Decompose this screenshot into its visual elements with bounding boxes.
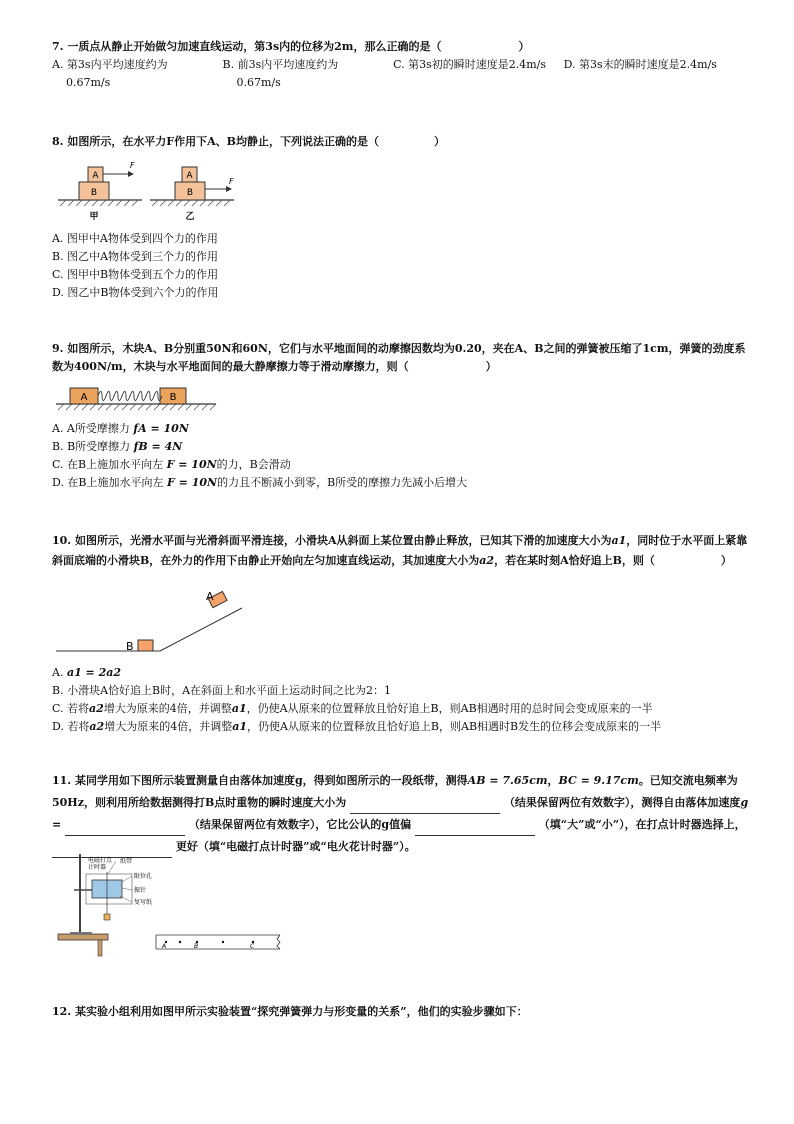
option-a: A. 第3s内平均速度约为 0.67m/s [52,58,168,89]
option-c: C. 若将a2增大为原来的4倍，并调整a1，仍使A从原来的位置释放且恰好追上B，则AB相遇时用的总时间会变成原来的一半 [52,702,653,715]
label-b: B [126,640,134,653]
label-a: A [80,392,88,403]
tape-point-a [179,941,181,943]
label-a-jia: A [92,171,99,181]
option-d: D. 在B上施加水平向左 F = 10N的力且不断减小到零，B所受的摩擦力先减小后增大 [52,476,468,489]
label-needle: 振针 [134,887,147,894]
label-b-yi: B [186,188,194,198]
label-b: B [169,392,177,403]
question-12-stem: 12. 某实验小组利用如图甲所示实验装置“探究弹簧弹力与形变量的关系”，他们的实验步骤如下： [52,1005,528,1018]
label-paper: 纸带 [120,858,133,865]
label-point-a: A [162,943,167,950]
label-timer: 电磁打点 [88,857,113,864]
figure-9 [56,384,220,410]
figure-8-yi [150,167,234,222]
question-7-options [52,56,752,92]
force-arrow-yi [226,186,232,192]
option-a: A. a1 = 2a2 [52,666,122,679]
option-c: C. 第3s初的瞬时速度是2.4m/s [393,58,546,71]
label-a-yi: A [186,171,193,181]
option-c: C. 图甲中B物体受到五个力的作用 [52,268,219,281]
figure-11-tape [156,933,284,955]
option-b: B. 图乙中A物体受到三个力的作用 [52,250,219,263]
caption-yi: 乙 [185,212,195,222]
option-a: A. A所受摩擦力 fA = 10N [52,422,189,435]
question-9-stem: 9. 如图所示，木块A、B分别重50N和60N，它们与水平地面间的动摩擦因数均为0.20，夹在A、B之间的弹簧被压缩了1cm，弹簧的劲度系数为400N/m，木块与水平地面间的最大静摩擦力等于滑动摩擦力，则（ ） [52,342,746,373]
figure-8-jia [58,161,142,222]
option-b: B. 前3s内平均速度约为 0.67m/s [222,58,339,89]
option-d: D. 第3s末的瞬时速度是2.4m/s [563,58,717,71]
label-a: A [206,590,214,603]
option-d: D. 若将a2增大为原来的4倍，并调整a1，仍使A从原来的位置释放且恰好追上B，则AB相遇时B发生的位移会变成原来的一半 [52,720,662,733]
option-d: D. 图乙中B物体受到六个力的作用 [52,286,219,299]
caption-jia: 甲 [89,212,99,222]
option-b: B. B所受摩擦力 fB = 4N [52,440,183,453]
label-hole: 限位孔 [134,873,153,880]
spring [98,392,162,401]
tape-point-b [222,941,224,943]
answer-blank-g[interactable] [65,835,185,836]
block-b [138,640,153,651]
question-10 [52,531,752,571]
label-timer-2: 计时器 [88,864,107,871]
question-9 [52,340,752,376]
answer-blank-velocity[interactable] [350,813,500,814]
label-point-b: B [194,943,199,950]
force-arrow-jia [128,171,134,177]
label-f-jia: F [130,161,135,170]
weight [104,914,110,920]
question-8 [52,133,752,151]
label-point-c: C [250,943,255,950]
option-b: B. 小滑块A恰好追上B时，A在斜面上和水平面上运动时间之比为2：1 [52,684,392,697]
question-7 [52,38,752,92]
question-10-options [52,664,752,736]
figure-10 [56,588,246,654]
question-9-options [52,420,752,492]
option-c: C. 在B上施加水平向左 F = 10N的力，B会滑动 [52,458,291,471]
answer-blank-deviation[interactable] [415,835,535,836]
label-b-jia: B [90,188,98,198]
question-10-stem: 10. 如图所示，光滑水平面与光滑斜面平滑连接，小滑块A从斜面上某位置由静止释放，已知其下滑的加速度大小为a1，同时位于水平面上紧靠斜面底端的小滑块B，在外力的作用下由静止开始向左匀加速直线运动，其加速度大小为a2，若在某时刻A恰好追上B，则（ ） [52,534,748,567]
question-12 [52,1003,752,1021]
question-11-stem: 11. 某同学用如下图所示装置测量自由落体加速度g，得到如图所示的一段纸带，测得AB = 7.65cm，BC = 9.17cm。已知交流电频率为50Hz，则利用所给数据测得打B点时重物的瞬时速度大小为 （结果保留两位有效数字），测得自由落体加速度g = （结果保留两位有效数字），它比公认的g值偏 （填“大”或“小”），在打点计时器选择上， 更好（填“电磁打点计时器”或“电火花计时器”）。 [52,770,752,858]
question-11 [52,770,752,858]
figure-11-apparatus [58,852,168,958]
option-a: A. 图甲中A物体受到四个力的作用 [52,232,218,245]
label-carbon: 复写纸 [134,899,153,906]
question-8-stem: 8. 如图所示，在水平力F作用下A、B均静止，下列说法正确的是（ ） [52,135,445,148]
question-7-stem: 7. 一质点从静止开始做匀加速直线运动，第3s内的位移为2m，那么正确的是（ ） [52,40,530,53]
label-f-yi: F [229,177,234,186]
figure-8 [52,158,252,222]
question-8-options [52,230,752,302]
